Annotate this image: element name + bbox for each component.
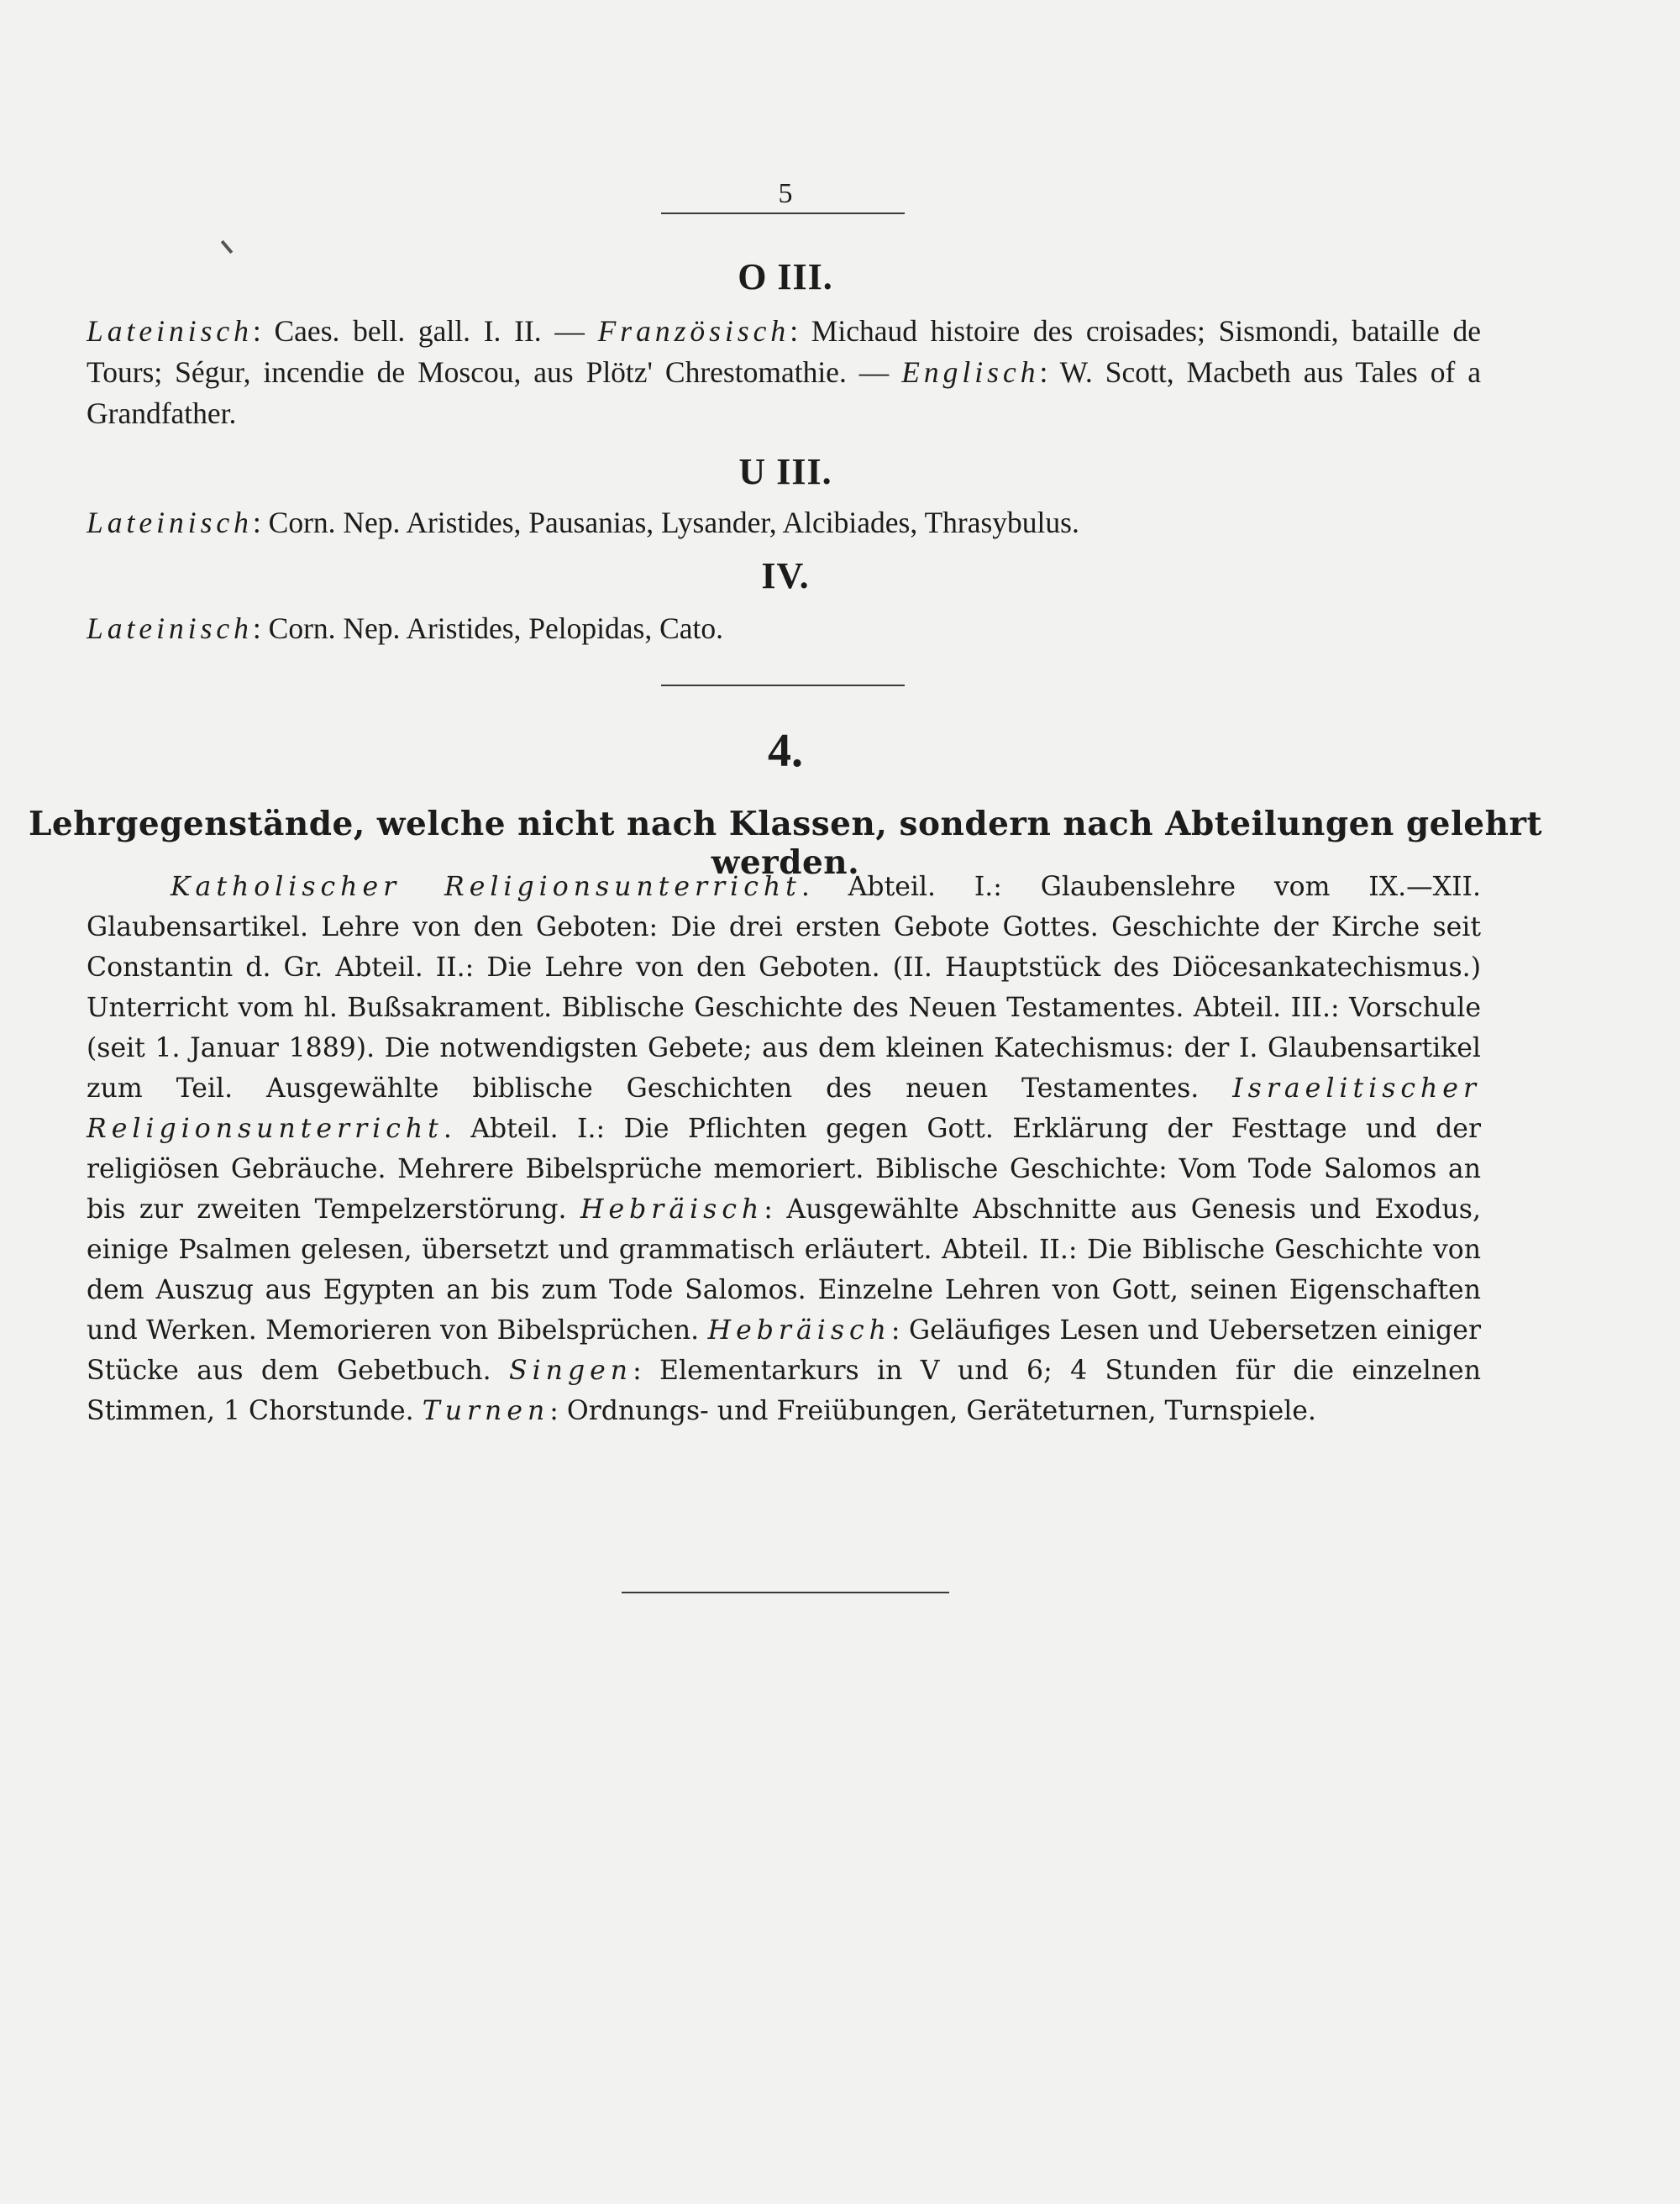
reading-text: : Michaud histoire des croisades; Sismondi, bataille de Tours; Ségur, incendie de Moscou, aus Plötz' Chrestomathie. — xyxy=(87,314,1481,389)
reading-text: : Corn. Nep. Aristides, Pausanias, Lysander, Alcibiades, Thrasybulus. xyxy=(252,506,1079,539)
section-body xyxy=(87,867,1481,1431)
header-rule xyxy=(661,213,905,214)
section-number: 4. xyxy=(768,725,803,777)
subject-label: Französisch xyxy=(597,314,790,348)
body-segment: . Abteil. I.: Glaubenslehre vom IX.—XII. Glaubensartikel. Lehre von den Geboten: Die drei ersten Gebote Gottes. Geschichte der Kirche seit Constantin d. Gr. Abteil. II.: Die Lehre von den Geboten. (II. Hauptstück des Diöcesankatechismus.) Unterricht vom hl. Bußsakrament. Biblische Geschichte des Neuen Testamentes. Abteil. III.: Vorschule (seit 1. Januar 1889). Die notwendigsten Gebete; aus dem kleinen Katechismus: der I. Glaubensartikel zum Teil. Ausgewählte biblische Geschichten des neuen Testamentes. xyxy=(87,872,1481,1104)
subject-label: Lateinisch xyxy=(87,611,253,645)
class-heading-iv: IV. xyxy=(761,555,810,596)
subject-label: Lateinisch xyxy=(87,314,253,348)
print-speck xyxy=(221,240,234,254)
section-divider-rule xyxy=(661,685,905,686)
reading-text: : Caes. bell. gall. I. II. — xyxy=(252,314,598,348)
body-segment: : Geläufiges Lesen und Uebersetzen einiger Stücke aus dem Gebetbuch. xyxy=(87,1315,1481,1386)
reading-text: : W. Scott, Macbeth aus Tales of a Grandfather. xyxy=(87,355,1481,430)
body-segment: : Ordnungs- und Freiübungen, Geräteturnen, Turnspiele. xyxy=(549,1396,1316,1426)
page-number: 5 xyxy=(778,178,793,209)
subject-label: Singen xyxy=(509,1356,633,1386)
class-reading-iv xyxy=(87,608,1481,649)
body-segment: : Ausgewählte Abschnitte aus Genesis und Exodus, einige Psalmen gelesen, übersetzt und grammatisch erläutert. Abteil. II.: Die Biblische Geschichte von dem Auszug aus Egypten an bis zum Tode Salomos. Einzelne Lehren von Gott, seinen Eigenschaften und Werken. Memorieren von Bibelsprüchen. xyxy=(87,1194,1481,1346)
subject-label: Israelitischer Religionsunterricht xyxy=(87,1073,1481,1144)
class-heading-uiii: U III. xyxy=(738,451,832,492)
subject-label: Turnen xyxy=(422,1396,550,1426)
section-title: Lehrgegenstände, welche nicht nach Klassen, sondern nach Abteilungen gelehrt werden. xyxy=(28,805,1543,882)
class-heading-oiii: O III. xyxy=(738,256,833,297)
footer-rule xyxy=(622,1592,949,1593)
class-reading-uiii xyxy=(87,502,1481,543)
subject-label: Katholischer Religionsunterricht xyxy=(171,872,801,902)
subject-label: Englisch xyxy=(901,355,1040,389)
subject-label: Hebräisch xyxy=(580,1194,764,1225)
class-reading-oiii xyxy=(87,311,1481,434)
subject-label: Hebräisch xyxy=(707,1315,891,1346)
body-segment: . Abteil. I.: Die Pflichten gegen Gott. Erklärung der Festtage und der religiösen Gebräuche. Mehrere Bibelsprüche memoriert. Biblische Geschichte: Vom Tode Salomos an bis zur zweiten Tempelzerstörung. xyxy=(87,1114,1481,1225)
body-segment: : Elementarkurs in V und 6; 4 Stunden für die einzelnen Stimmen, 1 Chorstunde. xyxy=(87,1356,1481,1426)
reading-text: : Corn. Nep. Aristides, Pelopidas, Cato. xyxy=(252,611,724,645)
subject-label: Lateinisch xyxy=(87,506,253,539)
